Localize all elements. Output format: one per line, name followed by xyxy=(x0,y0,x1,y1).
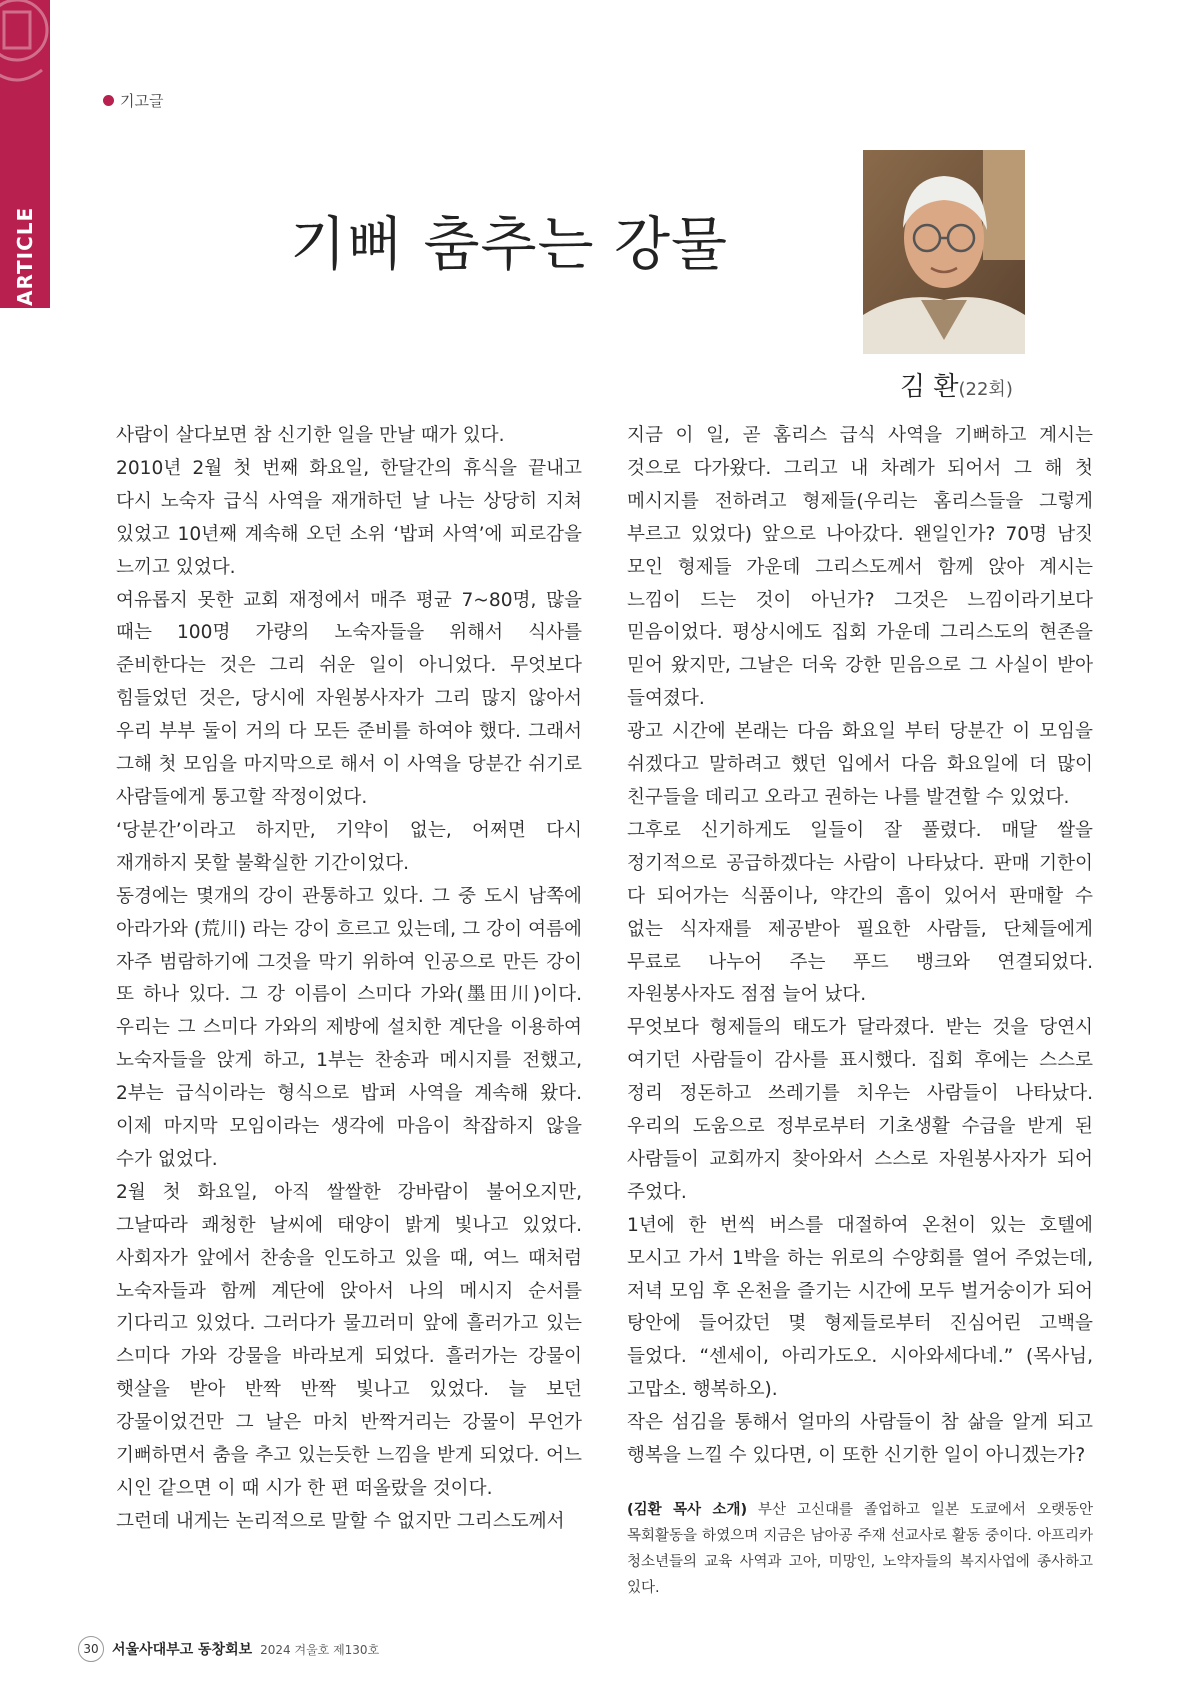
author-bio-text: 부산 고신대를 졸업하고 일본 도쿄에서 오랫동안 목회활동을 하였으며 지금은 남아공 주재 선교사로 활동 중이다. 아프리카 청소년들의 교육 사역과 고아, 미망인, 노약자들의 복지사업에 종사하고 있다. xyxy=(627,1502,1093,1596)
side-tab-label: ARTICLE xyxy=(13,206,37,306)
page-number: 30 xyxy=(78,1636,104,1662)
category-tag xyxy=(103,90,163,111)
bullet-dot-icon xyxy=(103,95,114,106)
author-photo xyxy=(863,150,1025,354)
school-crest-icon xyxy=(0,0,50,100)
paragraph: 광고 시간에 본래는 다음 화요일 부터 당분간 이 모임을 쉬겠다고 말하려고 했던 입에서 다음 화요일에 더 많이 친구들을 데리고 오라고 권하는 나를 발견할 수 있었다. xyxy=(627,721,1093,808)
author-name: 김 환 xyxy=(900,372,959,402)
paragraph: 지금 이 일, 곧 홈리스 급식 사역을 기뻐하고 계시는 것으로 다가왔다. 그리고 내 차례가 되어서 그 해 첫 메시지를 전하려고 형제들(우리는 홈리스들을 그렇게 부르고 있었다) 앞으로 나아갔다. 왠일인가? 70명 남짓 모인 형제들 가운데 그리스도께서 함께 앉아 계시는 느낌이 드는 것이 아닌가? 그것은 느낌이라기보다 믿음이었다. 평상시에도 집회 가운데 그리스도의 현존을 믿어 왔지만, 그날은 더욱 강한 믿음으로 그 사실이 받아 들여졌다. xyxy=(627,425,1093,710)
issue-info: 2024 겨울호 제130호 xyxy=(260,1642,380,1657)
author-class: (22회) xyxy=(958,379,1013,400)
page-footer xyxy=(78,1636,379,1662)
paragraph: 동경에는 몇개의 강이 관통하고 있다. 그 중 도시 남쪽에 아라가와 (荒川) 라는 강이 흐르고 있는데, 그 강이 여름에 자주 범람하기에 그것을 막기 위하여 인공으로 만든 강이 또 하나 있다. 그 강 이름이 스미다 가와(墨田川)이다. 우리는 그 스미다 가와의 제방에 설치한 계단을 이용하여 노숙자들을 앉게 하고, 1부는 찬송과 메시지를 전했고, 2부는 급식이라는 형식으로 밥퍼 사역을 계속해 왔다. 이제 마지막 모임이라는 생각에 마음이 착잡하지 않을 수가 없었다. xyxy=(116,885,582,1170)
article-column-right xyxy=(627,420,1093,1601)
paragraph: 2월 첫 화요일, 아직 쌀쌀한 강바람이 불어오지만, 그날따라 쾌청한 날씨에 태양이 밝게 빛나고 있었다. 사회자가 앞에서 찬송을 인도하고 있을 때, 여느 때처럼 노숙자들과 함께 계단에 앉아서 나의 메시지 순서를 기다리고 있었다. 그러다가 물끄러미 앞에 흘러가고 있는 스미다 가와 강물을 바라보게 되었다. 흘러가는 강물이 햇살을 받아 반짝 반짝 빛나고 있었다. 늘 보던 강물이었건만 그 날은 마치 반짝거리는 강물이 무언가 기뻐하면서 춤을 추고 있는듯한 느낌을 받게 되었다. 어느 시인 같으면 이 때 시가 한 편 떠올랐을 것이다. xyxy=(116,1181,582,1499)
paragraph: 작은 섬김을 통해서 얼마의 사람들이 참 삶을 알게 되고 행복을 느낄 수 있다면, 이 또한 신기한 일이 아니겠는가? xyxy=(627,1412,1093,1467)
side-tab xyxy=(0,0,50,308)
paragraph: 사람이 살다보면 참 신기한 일을 만날 때가 있다. xyxy=(116,425,505,446)
article-column-left xyxy=(116,420,582,1539)
article-title: 기뻐 춤추는 강물 xyxy=(290,210,729,278)
paragraph: 2010년 2월 첫 번째 화요일, 한달간의 휴식을 끝내고 다시 노숙자 급식 사역을 재개하던 날 나는 상당히 지쳐 있었고 10년째 계속해 오던 소위 ‘밥퍼 사역’에 피로감을 느끼고 있었다. xyxy=(116,457,582,578)
paragraph: ‘당분간’이라고 하지만, 기약이 없는, 어쩌면 다시 재개하지 못할 불확실한 기간이었다. xyxy=(116,819,582,874)
category-label: 기고글 xyxy=(120,92,164,110)
author-byline xyxy=(900,366,1013,403)
paragraph: 그런데 내게는 논리적으로 말할 수 없지만 그리스도께서 xyxy=(116,1510,565,1532)
paragraph: 그후로 신기하게도 일들이 잘 풀렸다. 매달 쌀을 정기적으로 공급하겠다는 사람이 나타났다. 판매 기한이 다 되어가는 식품이나, 약간의 흠이 있어서 판매할 수 없는 식자재를 제공받아 필요한 사람들, 단체들에게 무료로 나누어 주는 푸드 뱅크와 연결되었다. 자원봉사자도 점점 늘어 났다. xyxy=(627,819,1093,1006)
author-portrait-icon xyxy=(863,150,1025,354)
paragraph: 여유롭지 못한 교회 재정에서 매주 평균 7~80명, 많을 때는 100명 가량의 노숙자들을 위해서 식사를 준비한다는 것은 그리 쉬운 일이 아니었다. 무엇보다 힘들었던 것은, 당시에 자원봉사자가 그리 많지 않아서 우리 부부 둘이 거의 다 모든 준비를 하여야 했다. 그래서 그해 첫 모임을 마지막으로 해서 이 사역을 당분간 쉬기로 사람들에게 통고할 작정이었다. xyxy=(116,589,582,808)
author-bio xyxy=(627,1497,1093,1601)
paragraph: 무엇보다 형제들의 태도가 달라졌다. 받는 것을 당연시 여기던 사람들이 감사를 표시했다. 집회 후에는 스스로 정리 정돈하고 쓰레기를 치우는 사람들이 나타났다. 우리의 도움으로 정부로부터 기초생활 수급을 받게 된 사람들이 교회까지 찾아와서 스스로 자원봉사자가 되어 주었다. xyxy=(627,1017,1093,1203)
paragraph: 1년에 한 번씩 버스를 대절하여 온천이 있는 호텔에 모시고 가서 1박을 하는 위로의 수양회를 열어 주었는데, 저녁 모임 후 온천을 즐기는 시간에 모두 벌거숭이가 되어 탕안에 들어갔던 몇 형제들로부터 진심어린 고백을 들었다. “센세이, 아리가도오. 시아와세다네.” (목사님, 고맙소. 행복하오). xyxy=(627,1214,1093,1401)
publication-name: 서울사대부고 동창회보 xyxy=(112,1642,253,1658)
author-bio-label: (김환 목사 소개) xyxy=(627,1502,748,1518)
